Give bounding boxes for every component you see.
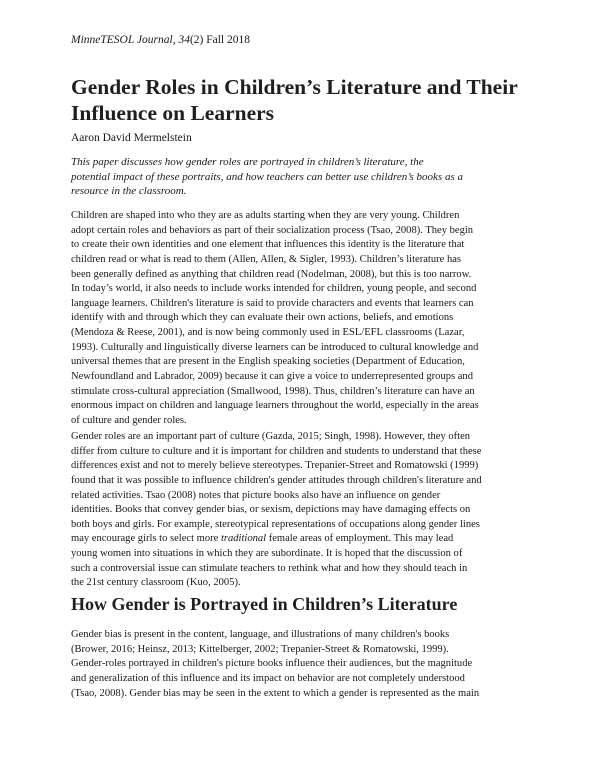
journal-name: MinneTESOL Journal, <box>71 34 176 46</box>
section-heading: How Gender is Portrayed in Children’s Literature <box>71 594 458 614</box>
paragraph-line: universal themes that are present in the English speaking societies (Department of Education, <box>71 356 465 368</box>
title-line: Influence on Learners <box>71 101 275 125</box>
paragraph-line: found that it was possible to influence children's gender attitudes through children's literature and <box>71 474 482 486</box>
paragraph-line: (Brower, 2016; Heinsz, 2013; Kittelberger, 2002; Trepanier-Street & Romatowski, 1999). <box>71 643 449 655</box>
abstract-line: resource in the classroom. <box>71 185 187 197</box>
paragraph-line: Gender bias is present in the content, language, and illustrations of many children's books <box>71 629 450 640</box>
paragraph-line: adopt certain roles and behaviors as part of their socialization process (Tsao, 2008). They begin <box>71 224 474 236</box>
paragraph-line: Gender roles are an important part of culture (Gazda, 2015; Singh, 1998). However, they often <box>71 431 471 442</box>
abstract-line: This paper discusses how gender roles are portrayed in children’s literature, the <box>71 156 424 168</box>
paragraph-line: to create their own identities and one element that influences this identity is the literature that <box>71 239 465 251</box>
paragraph-line: and generalization of this influence and its impact on behavior are not completely understood <box>71 672 465 684</box>
paragraph-line: children read or what is read to them (Allen, Allen, & Sigler, 1993). Children’s literature has <box>71 253 462 265</box>
paragraph-line: of culture and gender roles. <box>71 414 187 426</box>
paragraph-line: Children are shaped into who they are as adults starting when they are very young. Children <box>71 210 460 221</box>
line-text: female areas of employment. This may lead <box>266 533 454 545</box>
running-header <box>71 34 250 46</box>
paragraph-line: both boys and girls. For example, stereotypical representations of occupations along gender lines <box>71 518 480 530</box>
paragraph-line: (Mendoza & Reese, 2001), and is now being commonly used in ESL/EFL classrooms (Lazar, <box>71 327 465 339</box>
paragraph-line: (Tsao, 2008). Gender bias may be seen in the extent to which a gender is represented as the main <box>71 687 480 699</box>
abstract-line: potential impact of these portraits, and how teachers can better use children’s books as a <box>71 170 463 183</box>
body-paragraph-3 <box>71 628 531 701</box>
paragraph-line <box>71 532 531 547</box>
article-abstract <box>71 155 531 199</box>
paragraph-line: related activities. Tsao (2008) notes that picture books also have an influence on gender <box>71 489 441 501</box>
paragraph-line: differ from culture to culture and it is important for children and students to understand that these <box>71 445 482 457</box>
paragraph-line: the 21st century classroom (Kuo, 2005). <box>71 577 241 589</box>
title-line: Gender Roles in Children’s Literature and Their <box>71 75 518 99</box>
paragraph-line: language learners. Children's literature is said to provide characters and events that learners can <box>71 297 474 309</box>
paragraph-line: Newfoundland and Labrador, 2009) because it can give a voice to underrepresented groups and <box>71 371 473 383</box>
paragraph-line: such a controversial issue can stimulate teachers to rethink what and how they should teach in <box>71 562 468 574</box>
paragraph-line: stimulate cross-cultural appreciation (Smallwood, 1998). Thus, children’s literature can have an <box>71 385 475 397</box>
paragraph-line: identify with and through which they can evaluate their own actions, beliefs, and emotions <box>71 312 454 324</box>
body-paragraph-1 <box>71 209 531 429</box>
paragraph-line: In today’s world, it also needs to include works intended for children, young people, and second <box>71 283 477 295</box>
article-author: Aaron David Mermelstein <box>71 132 192 144</box>
line-text: may encourage girls to select more <box>71 533 221 545</box>
body-paragraph-2 <box>71 430 531 591</box>
journal-volume: 34 <box>178 34 190 46</box>
paragraph-line: differences exist and not to merely believe stereotypes. Trepanier-Street and Romatowski (1999) <box>71 460 479 472</box>
journal-issue: (2) Fall 2018 <box>189 34 251 46</box>
paragraph-line: young women into situations in which they are subordinate. It is hoped that the discussion of <box>71 548 463 560</box>
emphasis-text: traditional <box>220 533 267 545</box>
article-title <box>71 74 541 126</box>
paragraph-line: enormous impact on children and language learners throughout the world, especially in the areas <box>71 400 479 412</box>
paragraph-line: been generally defined as anything that children read (Nodelman, 2008), but this is too narrow. <box>71 268 472 280</box>
paragraph-line: Gender-roles portrayed in children's picture books influence their audiences, but the magnitude <box>71 658 473 670</box>
paragraph-line: 1993). Culturally and linguistically diverse learners can be introduced to cultural knowledge and <box>71 341 479 353</box>
paragraph-line: identities. Books that convey gender bias, or sexism, depictions may have damaging effects on <box>71 504 471 516</box>
